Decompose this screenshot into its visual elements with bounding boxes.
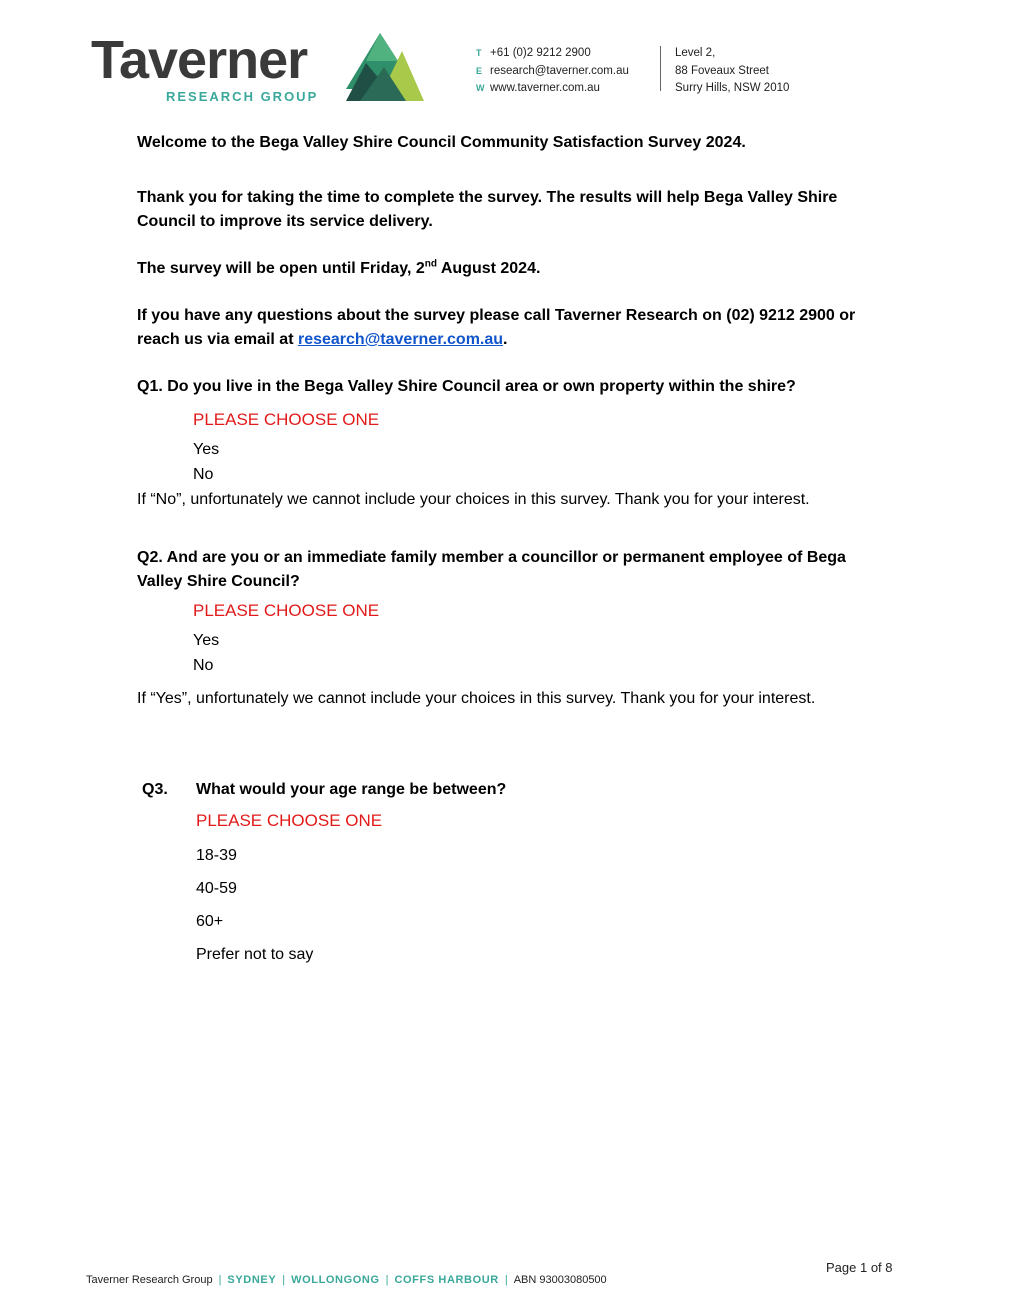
contact-phone-key: T [476,48,482,58]
q1-option-yes[interactable]: Yes [193,441,220,458]
survey-open-text: The survey will be open until Friday, 2nd August 2024. [137,258,541,277]
address-line: Surry Hills, NSW 2010 [675,82,790,94]
q1-note: If “No”, unfortunately we cannot include your choices in this survey. Thank you for your interest. [137,491,810,508]
contact-web [476,80,629,98]
q2-instruction: PLEASE CHOOSE ONE [193,601,380,620]
mountain-logo-icon [346,33,424,103]
brand-name: Taverner [91,30,308,90]
footer-city: SYDNEY [227,1274,277,1286]
email-link[interactable]: research@taverner.com.au [297,331,504,348]
contact-email [476,63,629,81]
q2-option-no[interactable]: No [193,657,214,674]
thanks-text: Thank you for taking the time to complete the survey. The results will help Bega Valley Shire Council to improve its service delivery. [137,189,838,230]
q1-question: Q1. Do you live in the Bega Valley Shire Council area or own property within the shire? [137,378,796,395]
q3-number: Q3. [142,781,168,798]
q3-question: What would your age range be between? [196,781,507,798]
questions-contact-text: If you have any questions about the survey please call Taverner Research on (02) 9212 2900 or reach us via email at research@taverner.com.au. [137,307,856,348]
q2-question: Q2. And are you or an immediate family member a councillor or permanent employee of Bega Valley Shire Council? [137,549,846,590]
footer-city: WOLLONGONG [291,1274,380,1286]
contact-phone [476,45,629,63]
address-block [675,45,789,98]
q3-option[interactable]: 18-39 [196,847,237,864]
q1-instruction: PLEASE CHOOSE ONE [193,410,380,429]
header-divider [660,46,661,91]
footer: Taverner Research Group | SYDNEY | WOLLONGONG | COFFS HARBOUR | ABN 93003080500 [86,1274,607,1286]
q3-option[interactable]: 40-59 [196,880,237,897]
q3-instruction: PLEASE CHOOSE ONE [196,811,383,830]
contact-email-key: E [476,65,483,76]
q3-option[interactable]: Prefer not to say [196,946,314,963]
address-line: Level 2, [675,47,716,59]
footer-city: COFFS HARBOUR [394,1274,499,1286]
contact-email-value: research@taverner.com.au [490,64,629,77]
contact-block [476,45,629,98]
address-line: 88 Foveaux Street [675,64,769,77]
q1-option-no[interactable]: No [193,466,214,483]
contact-phone-value: +61 (0)2 9212 2900 [490,47,591,59]
footer-abn: ABN 93003080500 [513,1274,607,1286]
q3-option[interactable]: 60+ [196,913,224,930]
contact-web-value: www.taverner.com.au [490,82,600,94]
q2-option-yes[interactable]: Yes [193,632,220,649]
brand-subtitle: RESEARCH GROUP [166,89,319,104]
footer-company: Taverner Research Group [86,1274,213,1286]
page-number: Page 1 of 8 [826,1260,893,1275]
contact-web-key: W [476,83,485,93]
q2-note: If “Yes”, unfortunately we cannot include your choices in this survey. Thank you for your interest. [137,690,816,707]
welcome-text: Welcome to the Bega Valley Shire Council Community Satisfaction Survey 2024. [137,134,746,151]
